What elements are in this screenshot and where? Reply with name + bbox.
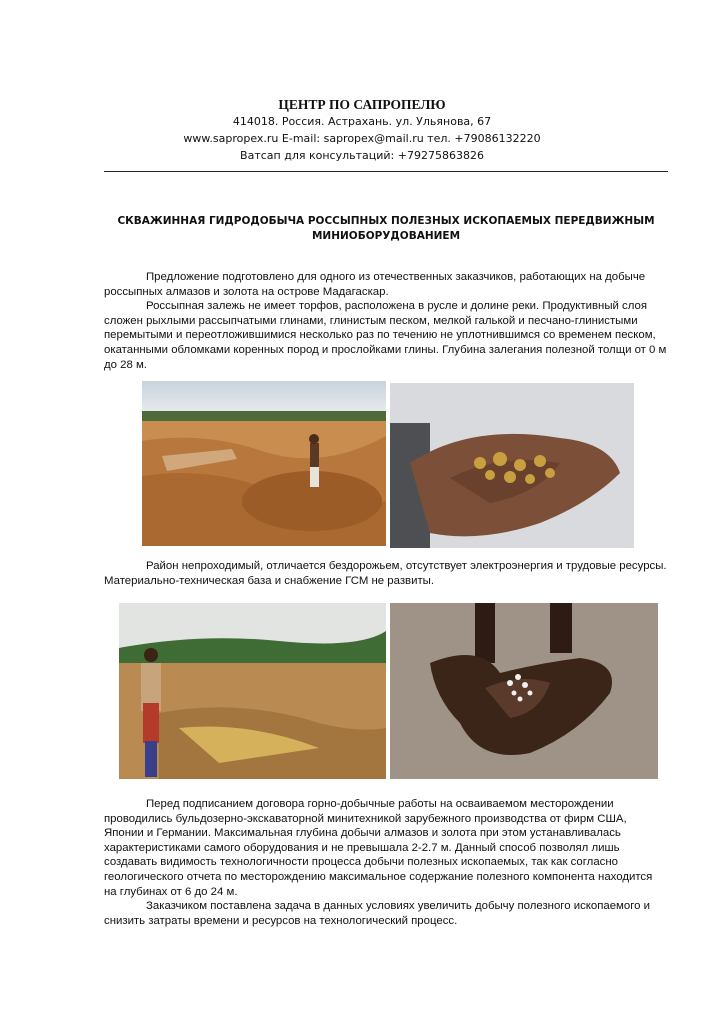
diamonds-hands-photo: [390, 603, 658, 779]
whatsapp-contact: Ватсап для консультаций: +79275863826: [240, 149, 484, 162]
closing-paragraph-1: Перед подписанием договора горно-добычные работы на осваиваемом месторождении проводились бульдозерно-экскаваторной минитехникой зарубежного производства от фирм США, Японии и Германии. Максимальная глубина добычи алмазов и золота при этом устанавливалась характеристиками самого оборудования и не превышала 2-2.7 м. Данный способ позволял лишь создавать видимость технологичности процесса добычи полезных ископаемых, так как согласно геологического отчета по месторождению максимальное содержание полезного компонента находится на глубинах от 6 до 24 м.: [104, 798, 653, 898]
address: 414018. Россия. Астрахань. ул. Ульянова, 67: [232, 115, 492, 128]
closing-section: [104, 797, 668, 928]
gold-nuggets-photo: [390, 383, 634, 548]
diamond-mine-photo: [119, 603, 386, 779]
document-header: [0, 96, 724, 164]
intro-paragraph-2: Россыпная залежь не имеет торфов, расположена в русле и долине реки. Продуктивный слоя сложен рыхлыми рассыпчатыми глинами, глинистым песком, мелкой галькой и песчано-глинистыми перемытыми и переотложившимися несколько раз по течению не уплотнившимся со временем песком, окатанными обломками коренных пород и прослойками глины. Глубина залегания полезной толщи от 0 м до 28 м.: [104, 300, 667, 371]
header-divider: [104, 171, 668, 172]
organization-name: ЦЕНТР ПО САПРОПЕЛЮ: [278, 97, 446, 112]
closing-paragraph-2: Заказчиком поставлена задача в данных условиях увеличить добычу полезного ископаемого и снизить затраты времени и ресурсов на технологический процесс.: [104, 900, 650, 927]
document-title: СКВАЖИННАЯ ГИДРОДОБЫЧА РОССЫПНЫХ ПОЛЕЗНЫХ ИСКОПАЕМЫХ ПЕРЕДВИЖНЫМ МИНИОБОРУДОВАНИЕМ: [117, 215, 655, 242]
mining-pit-photo: [142, 381, 386, 546]
intro-paragraph-1: Предложение подготовлено для одного из отечественных заказчиков, работающих на добыче россыпных алмазов и золота на острове Мадагаскар.: [104, 271, 646, 298]
middle-paragraph-1: Район непроходимый, отличается бездорожьем, отсутствует электроэнергия и трудовые ресурсы. Материально-техническая база и снабжение ГСМ не развиты.: [104, 560, 667, 587]
contacts: www.sapropex.ru E-mail: sapropex@mail.ru тел. +79086132220: [183, 132, 541, 145]
intro-section: [104, 270, 668, 372]
middle-section: [104, 559, 668, 588]
